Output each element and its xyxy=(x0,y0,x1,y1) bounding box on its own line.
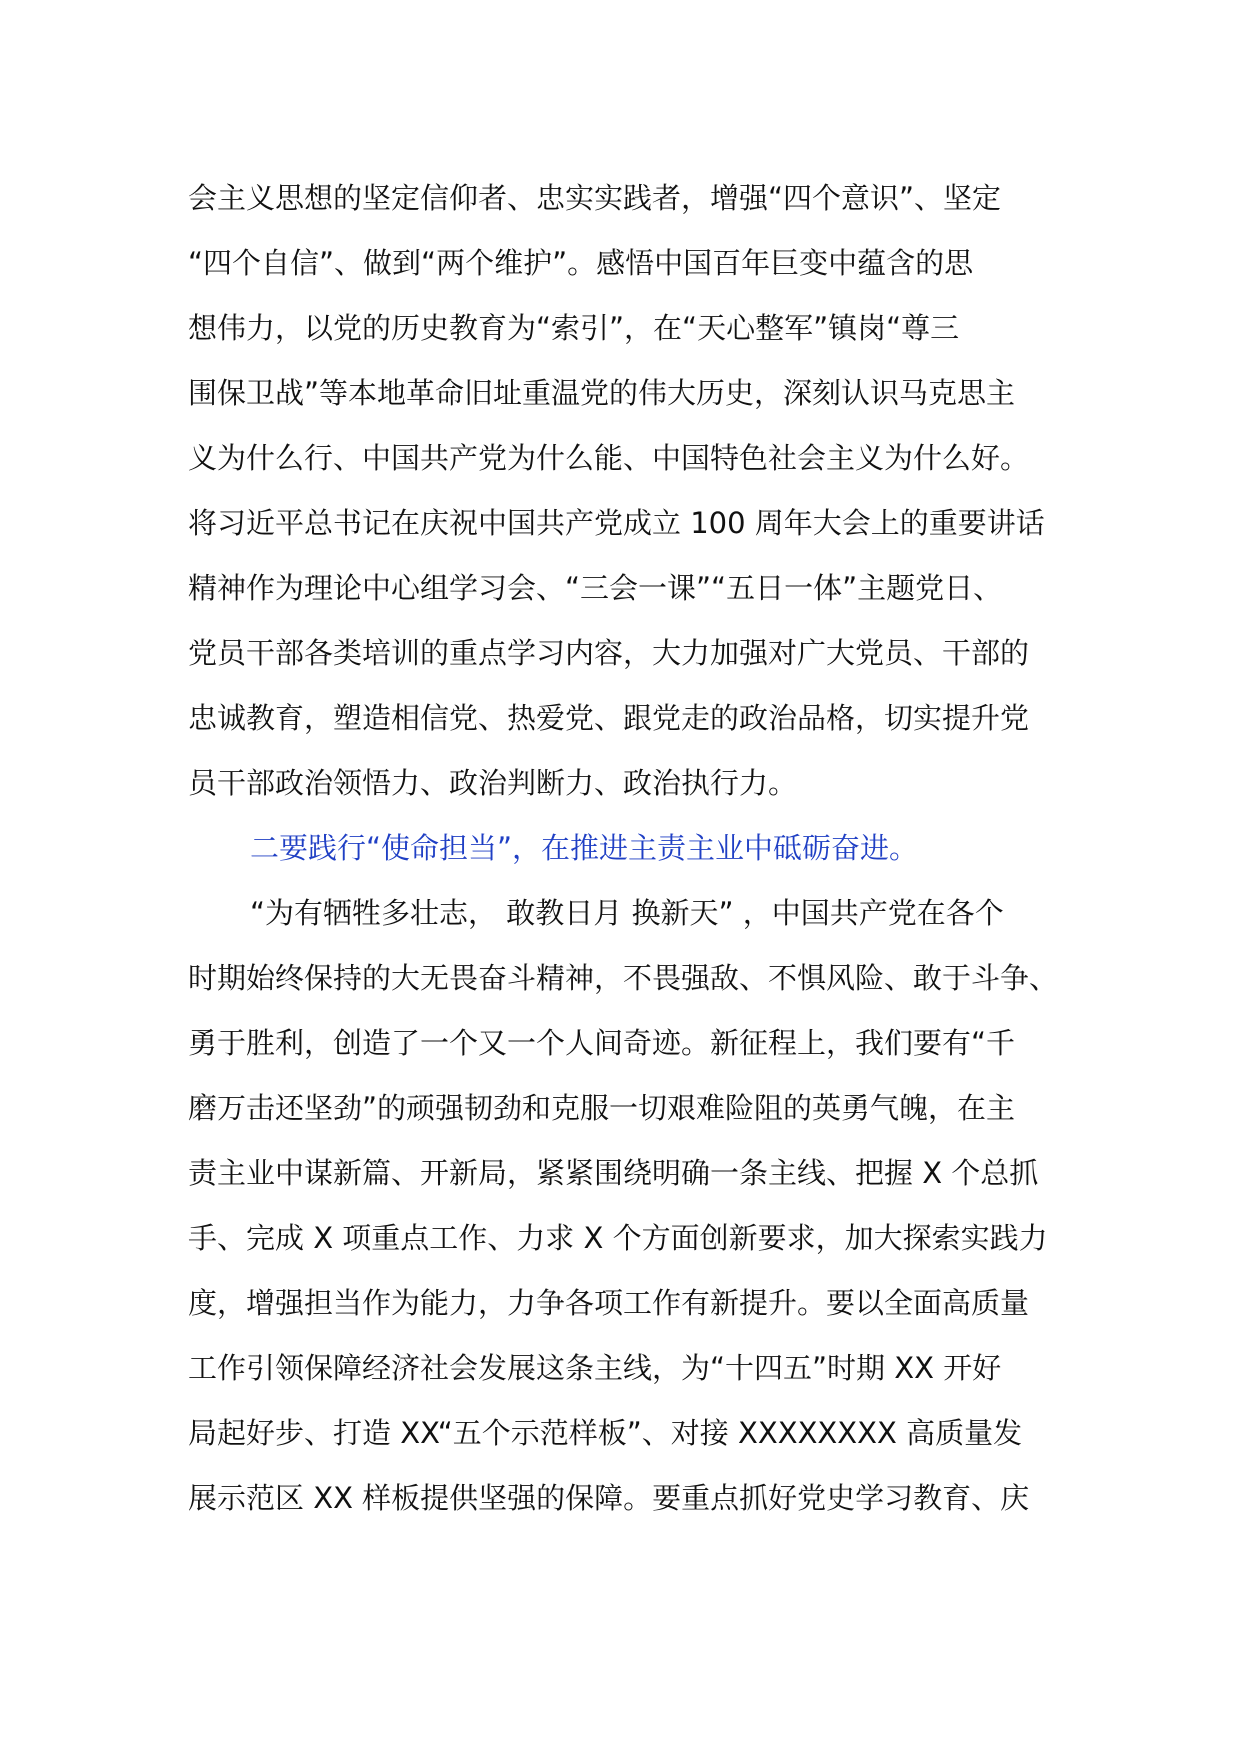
text-line: 磨万击还坚劲”的顽强韧劲和克服一切艰难险阻的英勇气魄，在主 xyxy=(188,1091,1016,1125)
text-line: 精神作为理论中心组学习会、“三会一课”“五日一体”主题党日、 xyxy=(188,571,1003,605)
text-line: 围保卫战”等本地革命旧址重温党的伟大历史，深刻认识马克思主 xyxy=(188,376,1016,410)
text-line: 党员干部各类培训的重点学习内容，大力加强对广大党员、干部的 xyxy=(188,636,1030,670)
paragraph-1 xyxy=(188,166,1058,816)
text-line: “四个自信”、做到“两个维护”。感悟中国百年巨变中蕴含的思 xyxy=(188,246,974,280)
text-line: 时期始终保持的大无畏奋斗精神，不畏强敌、不惧风险、敢于斗争、 xyxy=(188,961,1059,995)
text-line: 忠诚教育，塑造相信党、热爱党、跟党走的政治品格，切实提升党 xyxy=(188,701,1030,735)
text-line: 责主业中谋新篇、开新局，紧紧围绕明确一条主线、把握 X 个总抓 xyxy=(188,1156,1039,1190)
text-line: 义为什么行、中国共产党为什么能、中国特色社会主义为什么好。 xyxy=(188,441,1030,475)
text-line: 员干部政治领悟力、政治判断力、政治执行力。 xyxy=(188,766,798,800)
text-line: 勇于胜利，创造了一个又一个人间奇迹。新征程上，我们要有“千 xyxy=(188,1026,1016,1060)
text-line: 会主义思想的坚定信仰者、忠实实践者，增强“四个意识”、坚定 xyxy=(188,181,1002,215)
text-line: 展示范区 XX 样板提供坚强的保障。要重点抓好党史学习教育、庆 xyxy=(188,1481,1030,1515)
text-line: “为有牺牲多壮志， 敢教日月 换新天” ，中国共产党在各个 xyxy=(250,896,1004,930)
text-line: 局起好步、打造 XX“五个示范样板”、对接 XXXXXXXX 高质量发 xyxy=(188,1416,1023,1450)
text-line: 将习近平总书记在庆祝中国共产党成立 100 周年大会上的重要讲话 xyxy=(188,506,1045,540)
section-heading: 二要践行“使命担当”，在推进主责主业中砥砺奋进。 xyxy=(250,831,919,865)
text-line: 度，增强担当作为能力，力争各项工作有新提升。要以全面高质量 xyxy=(188,1286,1030,1320)
paragraph-2 xyxy=(188,881,1058,1531)
text-line: 工作引领保障经济社会发展这条主线，为“十四五”时期 XX 开好 xyxy=(188,1351,1002,1385)
text-line: 手、完成 X 项重点工作、力求 X 个方面创新要求，加大探索实践力 xyxy=(188,1221,1048,1255)
text-line: 想伟力，以党的历史教育为“索引”，在“天心整军”镇岗“尊三 xyxy=(188,311,960,345)
document-body xyxy=(188,166,1058,1531)
